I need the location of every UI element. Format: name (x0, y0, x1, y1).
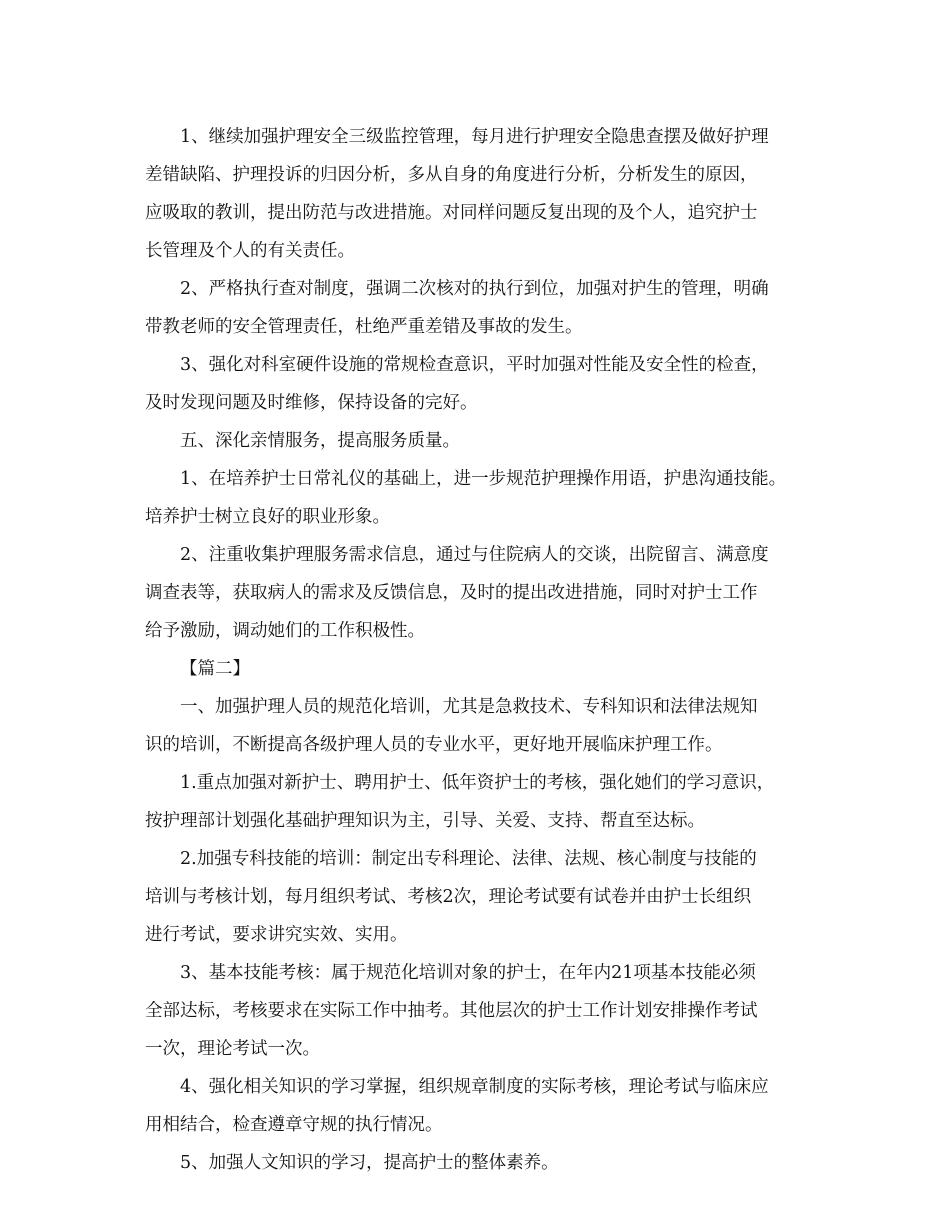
text-line: 一次，理论考试一次。 (145, 1039, 320, 1059)
text-line: 进行考试，要求讲究实效、实用。 (145, 925, 408, 945)
document-body (145, 118, 835, 1182)
text-line: 调查表等，获取病人的需求及反馈信息，及时的提出改进措施，同时对护士工作 (145, 583, 758, 603)
text-line: 培训与考核计划，每月组织考试、考核2次，理论考试要有试卷并由护士长组织 (145, 887, 752, 907)
text-line: 1.重点加强对新护士、聘用护士、低年资护士的考核，强化她们的学习意识， (180, 773, 775, 793)
text-line: 应吸取的教训，提出防范与改进措施。对同样问题反复出现的及个人，追究护士 (145, 203, 758, 223)
text-line: 带教老师的安全管理责任，杜绝严重差错及事故的发生。 (145, 317, 583, 337)
text-line: 2、严格执行查对制度，强调二次核对的执行到位，加强对护生的管理，明确 (180, 279, 769, 299)
text-line: 给予激励，调动她们的工作积极性。 (145, 621, 425, 641)
text-line: 一、加强护理人员的规范化培训，尤其是急救技术、专科知识和法律法规知 (180, 697, 758, 717)
text-line: 4、强化相关知识的学习掌握，组织规章制度的实际考核，理论考试与临床应 (180, 1077, 769, 1097)
text-line: 五、深化亲情服务，提高服务质量。 (180, 431, 460, 451)
text-line: 识的培训，不断提高各级护理人员的专业水平，更好地开展临床护理工作。 (145, 735, 723, 755)
text-line: 及时发现问题及时维修，保持设备的完好。 (145, 393, 478, 413)
text-line: 用相结合，检查遵章守规的执行情况。 (145, 1115, 443, 1135)
text-line: 1、在培养护士日常礼仪的基础上，进一步规范护理操作用语，护患沟通技能。 (180, 469, 787, 489)
text-line: 培养护士树立良好的职业形象。 (145, 507, 390, 527)
text-line: 全部达标，考核要求在实际工作中抽考。其他层次的护士工作计划安排操作考试 (145, 1001, 758, 1021)
text-line: 2、注重收集护理服务需求信息，通过与住院病人的交谈，出院留言、满意度 (180, 545, 769, 565)
text-line: 按护理部计划强化基础护理知识为主，引导、关爱、支持、帮直至达标。 (145, 811, 705, 831)
text-line: 差错缺陷、护理投诉的归因分析，多从自身的角度进行分析，分析发生的原因， (145, 165, 758, 185)
text-line: 5、加强人文知识的学习，提高护士的整体素养。 (180, 1153, 559, 1173)
text-line: 2.加强专科技能的培训：制定出专科理论、法律、法规、核心制度与技能的 (180, 849, 757, 869)
text-line: 长管理及个人的有关责任。 (145, 241, 355, 261)
text-line: 1、继续加强护理安全三级监控管理，每月进行护理安全隐患查摆及做好护理 (180, 127, 769, 147)
text-line: 【篇二】 (180, 659, 250, 679)
text-line: 3、基本技能考核：属于规范化培训对象的护士，在年内21项基本技能必须 (180, 963, 756, 983)
text-line: 3、强化对科室硬件设施的常规检查意识，平时加强对性能及安全性的检查， (180, 355, 769, 375)
